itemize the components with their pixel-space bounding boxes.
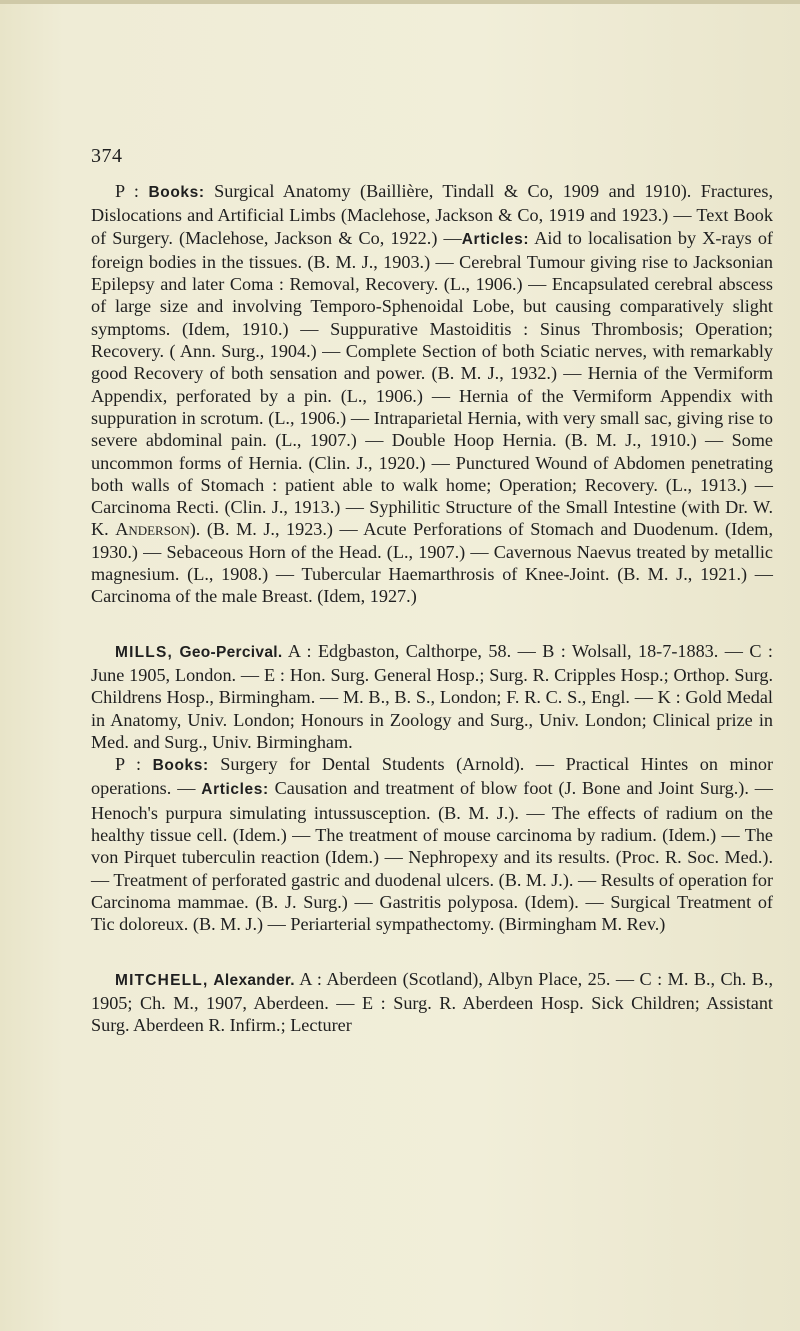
books-list: Surgery for Dental Students (Arnold). — Practical Hintes on minor operations. — (91, 754, 773, 799)
articles-list: Aid to localisation by X-rays of foreign bodies in the tissues. (B. M. J., 1903.) — Cerebral Tumour giving rise to Jacksonian Epilepsy and later Coma : Removal, Recovery. (L., 1906.) — Encapsulated cerebral abscess of large size and involving Temporo-Sphenoidal Lobe, but causing comparatively slight symptoms. (Idem, 1910.) — Suppurative Mastoiditis : Sinus Thrombosis; Operation; Recovery. ( Ann. Surg., 1904.) — Complete Section of both Sciatic nerves, with remarkably good Recovery of both sensation and power. (B. M. J., 1932.) — Hernia of the Vermiform Appendix, perforated by a pin. (L., 1906.) — Hernia of the Vermiform Appendix with suppuration in scrotum. (L., 1906.) — Intraparietal Hernia, with very small sac, giving rise to severe abdominal pain. (L., 1907.) — Double Hoop Hernia. (B. M. J., 1910.) — Some uncommon forms of Hernia. (Clin. J., 1920.) — Punctured Wound of Abdomen penetrating both walls of Stomach : patient able to walk home; Operation; Recovery. (L., 1913.) — Carcinoma Recti. (Clin. J., 1913.) — Syphilitic Structure of the Small Intestine (with Dr. W. K. (91, 227, 773, 540)
entry-biography: A : Aberdeen (Scotland), Albyn Place, 25. — C : M. B., Ch. B., 1905; Ch. M., 1907, Aberdeen. — E : Surg. R. Aberdeen Hosp. Sick Children; Assistant Surg. Aberdeen R. Infirm.; Lecturer (91, 968, 773, 1036)
page-content (91, 180, 773, 1036)
entry-mitchell-bio (91, 968, 773, 1037)
publications-label: P : (115, 181, 149, 201)
entry-given-name: Geo-Percival. (173, 643, 283, 661)
articles-keyword: Articles: (461, 230, 530, 248)
page-top-edge (0, 0, 800, 4)
entry-continuation-publications (91, 180, 773, 608)
publications-label: P : (115, 754, 153, 775)
entry-surname: MITCHELL, (115, 971, 209, 989)
entry-given-name: Alexander. (208, 971, 295, 989)
entry-mills-publications (91, 753, 773, 935)
articles-list: Causation and treatment of blow foot (J. Bone and Joint Surg.). — Henoch's purpura simulating intussusception. (B. M. J.). — The effects of radium on the healthy tissue cell. (Idem.) — The treatment of mouse carcinoma by radium. (Idem.) — The von Pirquet tuberculin reaction (Idem.) — Nephropexy and its results. (Proc. R. Soc. Med.). — Treatment of perforated gastric and duodenal ulcers. (B. M. J.). — Results of operation for Carcinoma mammae. (B. J. Surg.) — Gastritis polyposa. (Idem). — Surgical Treatment of Tic doloreux. (B. M. J.) — Periarterial sympathectomy. (Birmingham M. Rev.) (91, 778, 773, 935)
page-number: 374 (91, 145, 123, 167)
books-keyword: Books: (152, 757, 209, 775)
articles-list-end: ). (B. M. J., 1923.) — Acute Perforations of Stomach and Duodenum. (Idem, 1930.) — Sebaceous Horn of the Head. (L., 1907.) — Cavernous Naevus treated by metallic magnesium. (L., 1908.) — Tubercular Haemarthrosis of Knee-Joint. (B. M. J., 1921.) — Carcinoma of the male Breast. (Idem, 1927.) (91, 519, 773, 607)
articles-keyword: Articles: (201, 781, 269, 799)
entry-surname: MILLS, (115, 643, 173, 661)
entry-mills-bio (91, 640, 773, 753)
coauthor-name: Anderson (115, 519, 190, 540)
books-keyword: Books: (148, 184, 205, 201)
entry-biography: A : Edgbaston, Calthorpe, 58. — B : Wolsall, 18-7-1883. — C : June 1905, London. — E : Hon. Surg. General Hosp.; Surg. R. Cripples Hosp.; Orthop. Surg. Childrens Hosp., Birmingham. — M. B., B. S., London; F. R. C. S., Engl. — K : Gold Medal in Anatomy, Univ. London; Honours in Zoology and Surg., Univ. London; Clinical prize in Med. and Surg., Univ. Birmingham. (91, 640, 773, 752)
books-list: Surgical Anatomy (Baillière, Tindall & Co, 1909 and 1910). Fractures, Dislocations and Artificial Limbs (Maclehose, Jackson & Co, 1919 and 1923.) — Text Book of Surgery. (Maclehose, Jackson & Co, 1922.) — (91, 181, 774, 248)
